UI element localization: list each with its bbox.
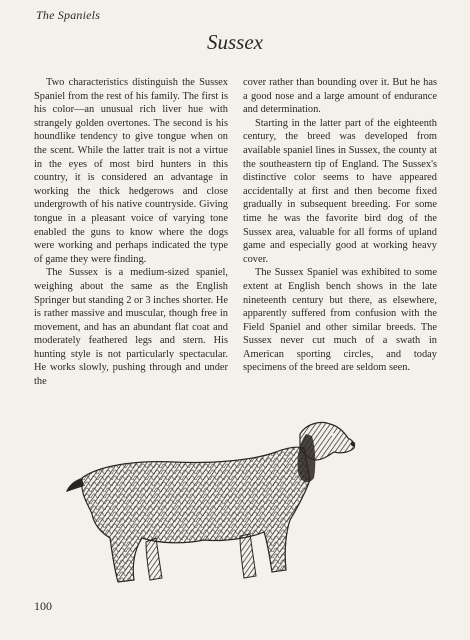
- paragraph: Two characteristics distinguish the Sussex Spaniel from the rest of his family. The first is his color—an unusual rich liver hue with strangely golden overtones. The second is his houndlike tendency to give tongue when on the scent. While the latter trait is not a virtue in the eyes of most bird hunters in this country, it is considered an advantage in working the thick hedgerows and close undergrowth of his native countryside. Giving tongue in a pleasant voice of varying tone enabled the guns to know where the dogs were working and perhaps indicated the type of game they were finding.: [34, 77, 228, 265]
- left-column: [34, 76, 228, 389]
- paragraph: The Sussex is a medium-sized spaniel, weighing about the same as the English Springer but standing 2 or 3 inches shorter. He is rather massive and muscular, though free in movement, and has an abundant flat coat and moderately feathered legs and stern. His hunting style is not particularly spectacular. He works slowly, pushing through and under the: [34, 267, 228, 388]
- right-column: [243, 76, 437, 375]
- paragraph: Starting in the latter part of the eighteenth century, the breed was developed from available spaniel lines in Sussex, the county at the southeastern tip of England. The Sussex's distinctive color seems to have appeared accidentally at first and then become fixed gradually in subsequent breeding. For some time he was the favorite bird dog of the Sussex area, valuable for all forms of upland game and especially good at working heavy cover.: [243, 117, 437, 265]
- running-head: The Spaniels: [36, 8, 101, 22]
- page-number: 100: [34, 599, 52, 613]
- sussex-spaniel-drawing-icon: [64, 420, 358, 588]
- paragraph: cover rather than bounding over it. But he has a good nose and a large amount of endurance and determination.: [243, 77, 437, 116]
- paragraph: The Sussex Spaniel was exhibited to some extent at English bench shows in the late nineteenth century but there, as elsewhere, apparently suffered from confusion with the Field Spaniel and other similar breeds. The Sussex never cut much of a swath in American sporting circles, and today specimens of the breed are seldom seen.: [243, 267, 437, 374]
- page-title: Sussex: [207, 30, 263, 54]
